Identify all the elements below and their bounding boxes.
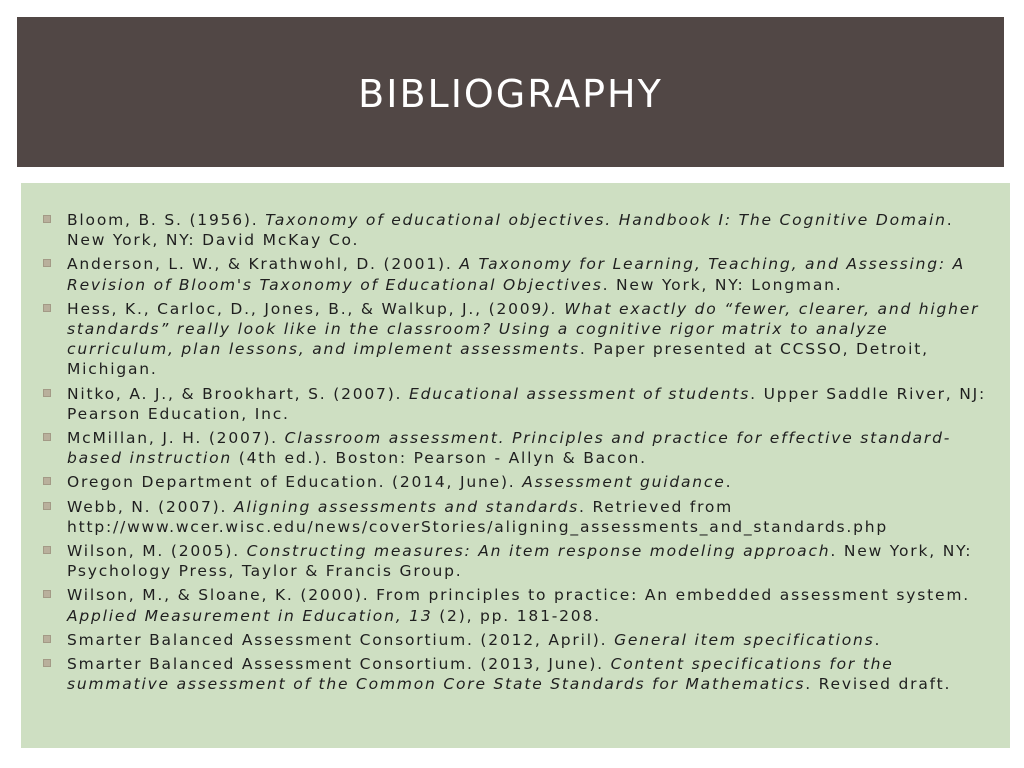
reference-item [43, 428, 996, 468]
reference-text: . Upper Saddle River, NJ: Pearson Education, Inc. [67, 384, 987, 423]
reference-item [43, 384, 996, 424]
reference-text: McMillan, J. H. (2007). [67, 429, 285, 448]
square-bullet-icon [43, 590, 51, 598]
reference-text: . New York, NY: Psychology Press, Taylor & Francis Group. [67, 542, 973, 581]
reference-title: Educational assessment of students [409, 384, 751, 403]
square-bullet-icon [43, 259, 51, 267]
reference-text: Smarter Balanced Assessment Consortium. (2012, April). [67, 630, 615, 649]
reference-item [43, 541, 996, 581]
reference-item [43, 472, 996, 492]
reference-text: . New York, NY: David McKay Co. [67, 211, 954, 250]
reference-text: Nitko, A. J., & Brookhart, S. (2007). [67, 384, 410, 403]
reference-text: . Paper presented at CCSSO, Detroit, Michigan. [67, 340, 929, 379]
reference-list [43, 210, 996, 694]
reference-text: . Retrieved from http://www.wcer.wisc.edu/news/coverStories/aligning_assessments_and_standards.php [67, 497, 889, 536]
bibliography-content [21, 183, 1010, 748]
reference-item [43, 497, 996, 537]
reference-text: (2), pp. 181-208. [432, 606, 601, 625]
square-bullet-icon [43, 215, 51, 223]
square-bullet-icon [43, 546, 51, 554]
reference-text: (4th ed.). Boston: Pearson - Allyn & Bacon. [232, 449, 647, 468]
reference-text: . Revised draft. [805, 675, 952, 694]
reference-text: Smarter Balanced Assessment Consortium. (2013, June). [67, 655, 611, 674]
reference-text: Hess, K., Carloc, D., Jones, B., & Walkup, J., (2009 [67, 299, 544, 318]
reference-title: Applied Measurement in Education, 13 [67, 606, 433, 625]
reference-item [43, 630, 996, 650]
square-bullet-icon [43, 389, 51, 397]
reference-text: Bloom, B. S. (1956). [67, 211, 266, 229]
reference-text: . [874, 630, 882, 649]
reference-text: Wilson, M. (2005). [67, 542, 247, 561]
reference-title: Taxonomy of educational objectives. Handbook I: The Cognitive Domain [265, 211, 947, 229]
square-bullet-icon [43, 659, 51, 667]
reference-title: Constructing measures: An item response modeling approach [246, 542, 831, 561]
reference-title: General item specifications [614, 630, 875, 649]
reference-title: Content specifications for the summative assessment of the Common Core State Standards for Mathematics [67, 655, 894, 694]
page-title: BIBLIOGRAPHY [358, 72, 663, 116]
title-bar [17, 17, 1004, 167]
reference-item [43, 254, 996, 294]
reference-title: Aligning assessments and standards [233, 497, 579, 516]
square-bullet-icon [43, 635, 51, 643]
square-bullet-icon [43, 304, 51, 312]
reference-item [43, 210, 996, 250]
reference-text: Webb, N. (2007). [67, 497, 234, 516]
reference-title: A Taxonomy for Learning, Teaching, and Assessing: A Revision of Bloom's Taxonomy of Educational Objectives [67, 255, 966, 294]
reference-title: ). What exactly do “fewer, clearer, and higher standards” really look like in the classroom? Using a cognitive rigor matrix to analyze curriculum, plan lessons, and implement assessments [67, 299, 980, 359]
reference-title: Assessment guidance [522, 473, 726, 492]
reference-title: Classroom assessment. Principles and practice for effective standard-based instruction [67, 429, 952, 468]
reference-text: . New York, NY: Longman. [602, 275, 843, 294]
reference-item [43, 585, 996, 625]
reference-item [43, 654, 996, 694]
square-bullet-icon [43, 433, 51, 441]
square-bullet-icon [43, 502, 51, 510]
square-bullet-icon [43, 477, 51, 485]
reference-text: . [725, 473, 733, 492]
reference-item [43, 299, 996, 380]
reference-text: Wilson, M., & Sloane, K. (2000). From principles to practice: An embedded assessment system. [67, 586, 970, 605]
reference-text: Oregon Department of Education. (2014, June). [67, 473, 523, 492]
reference-text: Anderson, L. W., & Krathwohl, D. (2001). [67, 255, 460, 274]
